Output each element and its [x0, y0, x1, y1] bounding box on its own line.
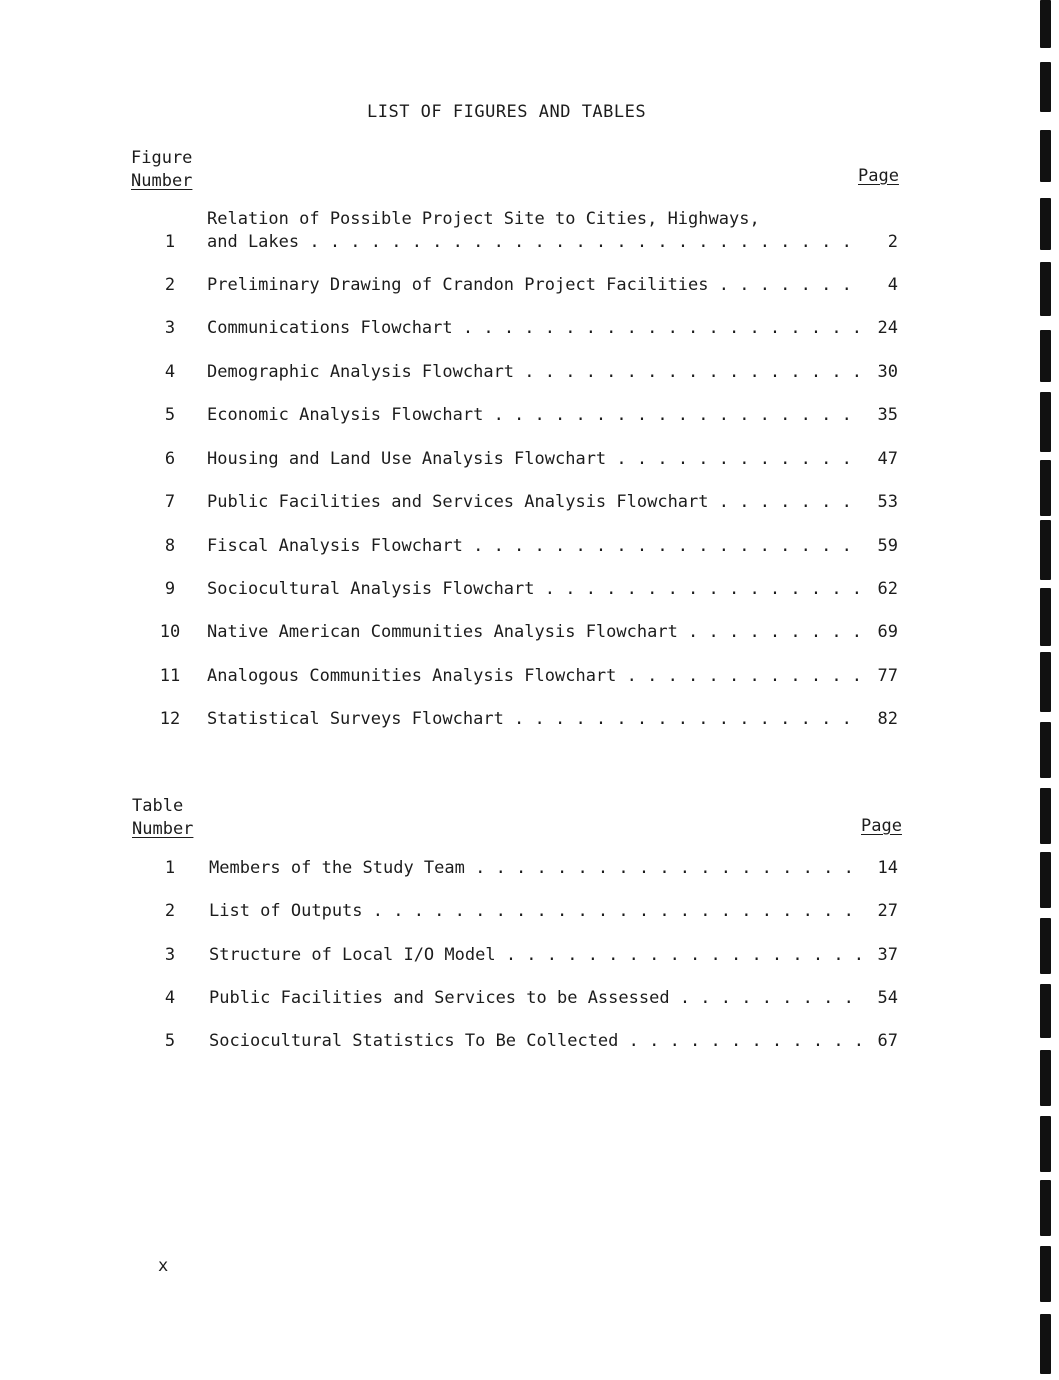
binding-mark: [1040, 788, 1051, 844]
figure-number: 5: [164, 405, 176, 425]
figure-header-line1: Figure: [131, 148, 193, 168]
page-title: LIST OF FIGURES AND TABLES: [367, 102, 647, 122]
figure-title: Analogous Communities Analysis Flowchart . . .: [207, 666, 859, 686]
figure-page-number: 53: [877, 492, 898, 512]
table-number: 4: [164, 988, 176, 1008]
figure-title: Statistical Surveys Flowchart . . .: [207, 709, 859, 729]
figure-entry: [0, 666, 1059, 689]
figure-number: 6: [164, 449, 176, 469]
figure-page-number: 4: [887, 275, 898, 295]
figure-number: 3: [164, 318, 176, 338]
table-title: Sociocultural Statistics To Be Collected . . .: [209, 1031, 861, 1051]
figure-header-line2: Number: [131, 171, 193, 191]
figure-page-number: 2: [887, 232, 898, 252]
table-header-line2: Number: [132, 819, 194, 839]
figure-number: 11: [159, 666, 181, 686]
figure-title: Housing and Land Use Analysis Flowchart . . .: [207, 449, 859, 469]
figure-entry: [0, 362, 1059, 385]
figure-entry: [0, 405, 1059, 428]
table-page-number: 14: [877, 858, 898, 878]
table-header-line1: Table: [132, 796, 184, 816]
figure-number: 12: [159, 709, 181, 729]
figure-entry: [0, 536, 1059, 559]
figure-entry: [0, 449, 1059, 472]
table-entry: [0, 858, 1059, 881]
table-title: Structure of Local I/O Model . . .: [209, 945, 861, 965]
figure-title: Communications Flowchart . . .: [207, 318, 859, 338]
figure-page-number: 59: [877, 536, 898, 556]
figure-number: 7: [164, 492, 176, 512]
figure-title: and Lakes . . .: [207, 232, 859, 252]
figure-entry-continuation: [0, 209, 1059, 232]
table-page-number: 37: [877, 945, 898, 965]
figure-title: Demographic Analysis Flowchart . . .: [207, 362, 859, 382]
page-number: x: [158, 1256, 169, 1276]
table-page-number: 67: [877, 1031, 898, 1051]
figure-entry: [0, 275, 1059, 298]
table-entry: [0, 945, 1059, 968]
figure-title: Public Facilities and Services Analysis Flowchart . . .: [207, 492, 859, 512]
figure-number: 2: [164, 275, 176, 295]
figure-entry: [0, 622, 1059, 645]
figure-entry: [0, 232, 1059, 255]
table-entry: [0, 1031, 1059, 1054]
figure-page-number: 24: [877, 318, 898, 338]
table-number: 3: [164, 945, 176, 965]
figure-entry: [0, 318, 1059, 341]
binding-mark: [1040, 130, 1051, 182]
figure-number: 4: [164, 362, 176, 382]
figure-title: Economic Analysis Flowchart . . .: [207, 405, 859, 425]
table-number: 5: [164, 1031, 176, 1051]
figure-number: 8: [164, 536, 176, 556]
table-page-header: Page: [861, 816, 902, 836]
figure-page-number: 62: [877, 579, 898, 599]
figure-number: 10: [159, 622, 181, 642]
figure-number: 1: [164, 232, 176, 252]
table-title: List of Outputs . . .: [209, 901, 861, 921]
table-entry: [0, 901, 1059, 924]
table-entry: [0, 988, 1059, 1011]
binding-mark: [1040, 1050, 1051, 1106]
table-number: 1: [164, 858, 176, 878]
figure-entry-label-line1: Relation of Possible Project Site to Cities, Highways,: [207, 209, 760, 229]
figure-title: Native American Communities Analysis Flowchart . . .: [207, 622, 859, 642]
binding-mark: [1040, 1116, 1051, 1172]
figure-page-number: 30: [877, 362, 898, 382]
binding-mark: [1040, 1180, 1051, 1236]
binding-mark: [1040, 0, 1051, 48]
table-page-number: 54: [877, 988, 898, 1008]
binding-mark: [1040, 1246, 1051, 1302]
figure-number-header: [131, 147, 192, 193]
figure-number: 9: [164, 579, 176, 599]
figure-title: Fiscal Analysis Flowchart . . .: [207, 536, 859, 556]
figure-page-number: 77: [877, 666, 898, 686]
figure-page-number: 69: [877, 622, 898, 642]
binding-mark: [1040, 1314, 1051, 1374]
table-title: Public Facilities and Services to be Assessed . . .: [209, 988, 861, 1008]
table-number: 2: [164, 901, 176, 921]
figure-entry: [0, 709, 1059, 732]
figure-entry: [0, 579, 1059, 602]
figure-title: Preliminary Drawing of Crandon Project Facilities . . .: [207, 275, 859, 295]
figure-entry: [0, 492, 1059, 515]
figure-page-header: Page: [858, 166, 899, 186]
figure-title: Sociocultural Analysis Flowchart . . .: [207, 579, 859, 599]
figure-page-number: 47: [877, 449, 898, 469]
table-title: Members of the Study Team . . .: [209, 858, 861, 878]
binding-mark: [1040, 62, 1051, 112]
table-number-header: [132, 795, 193, 841]
table-page-number: 27: [877, 901, 898, 921]
figure-page-number: 82: [877, 709, 898, 729]
figure-page-number: 35: [877, 405, 898, 425]
